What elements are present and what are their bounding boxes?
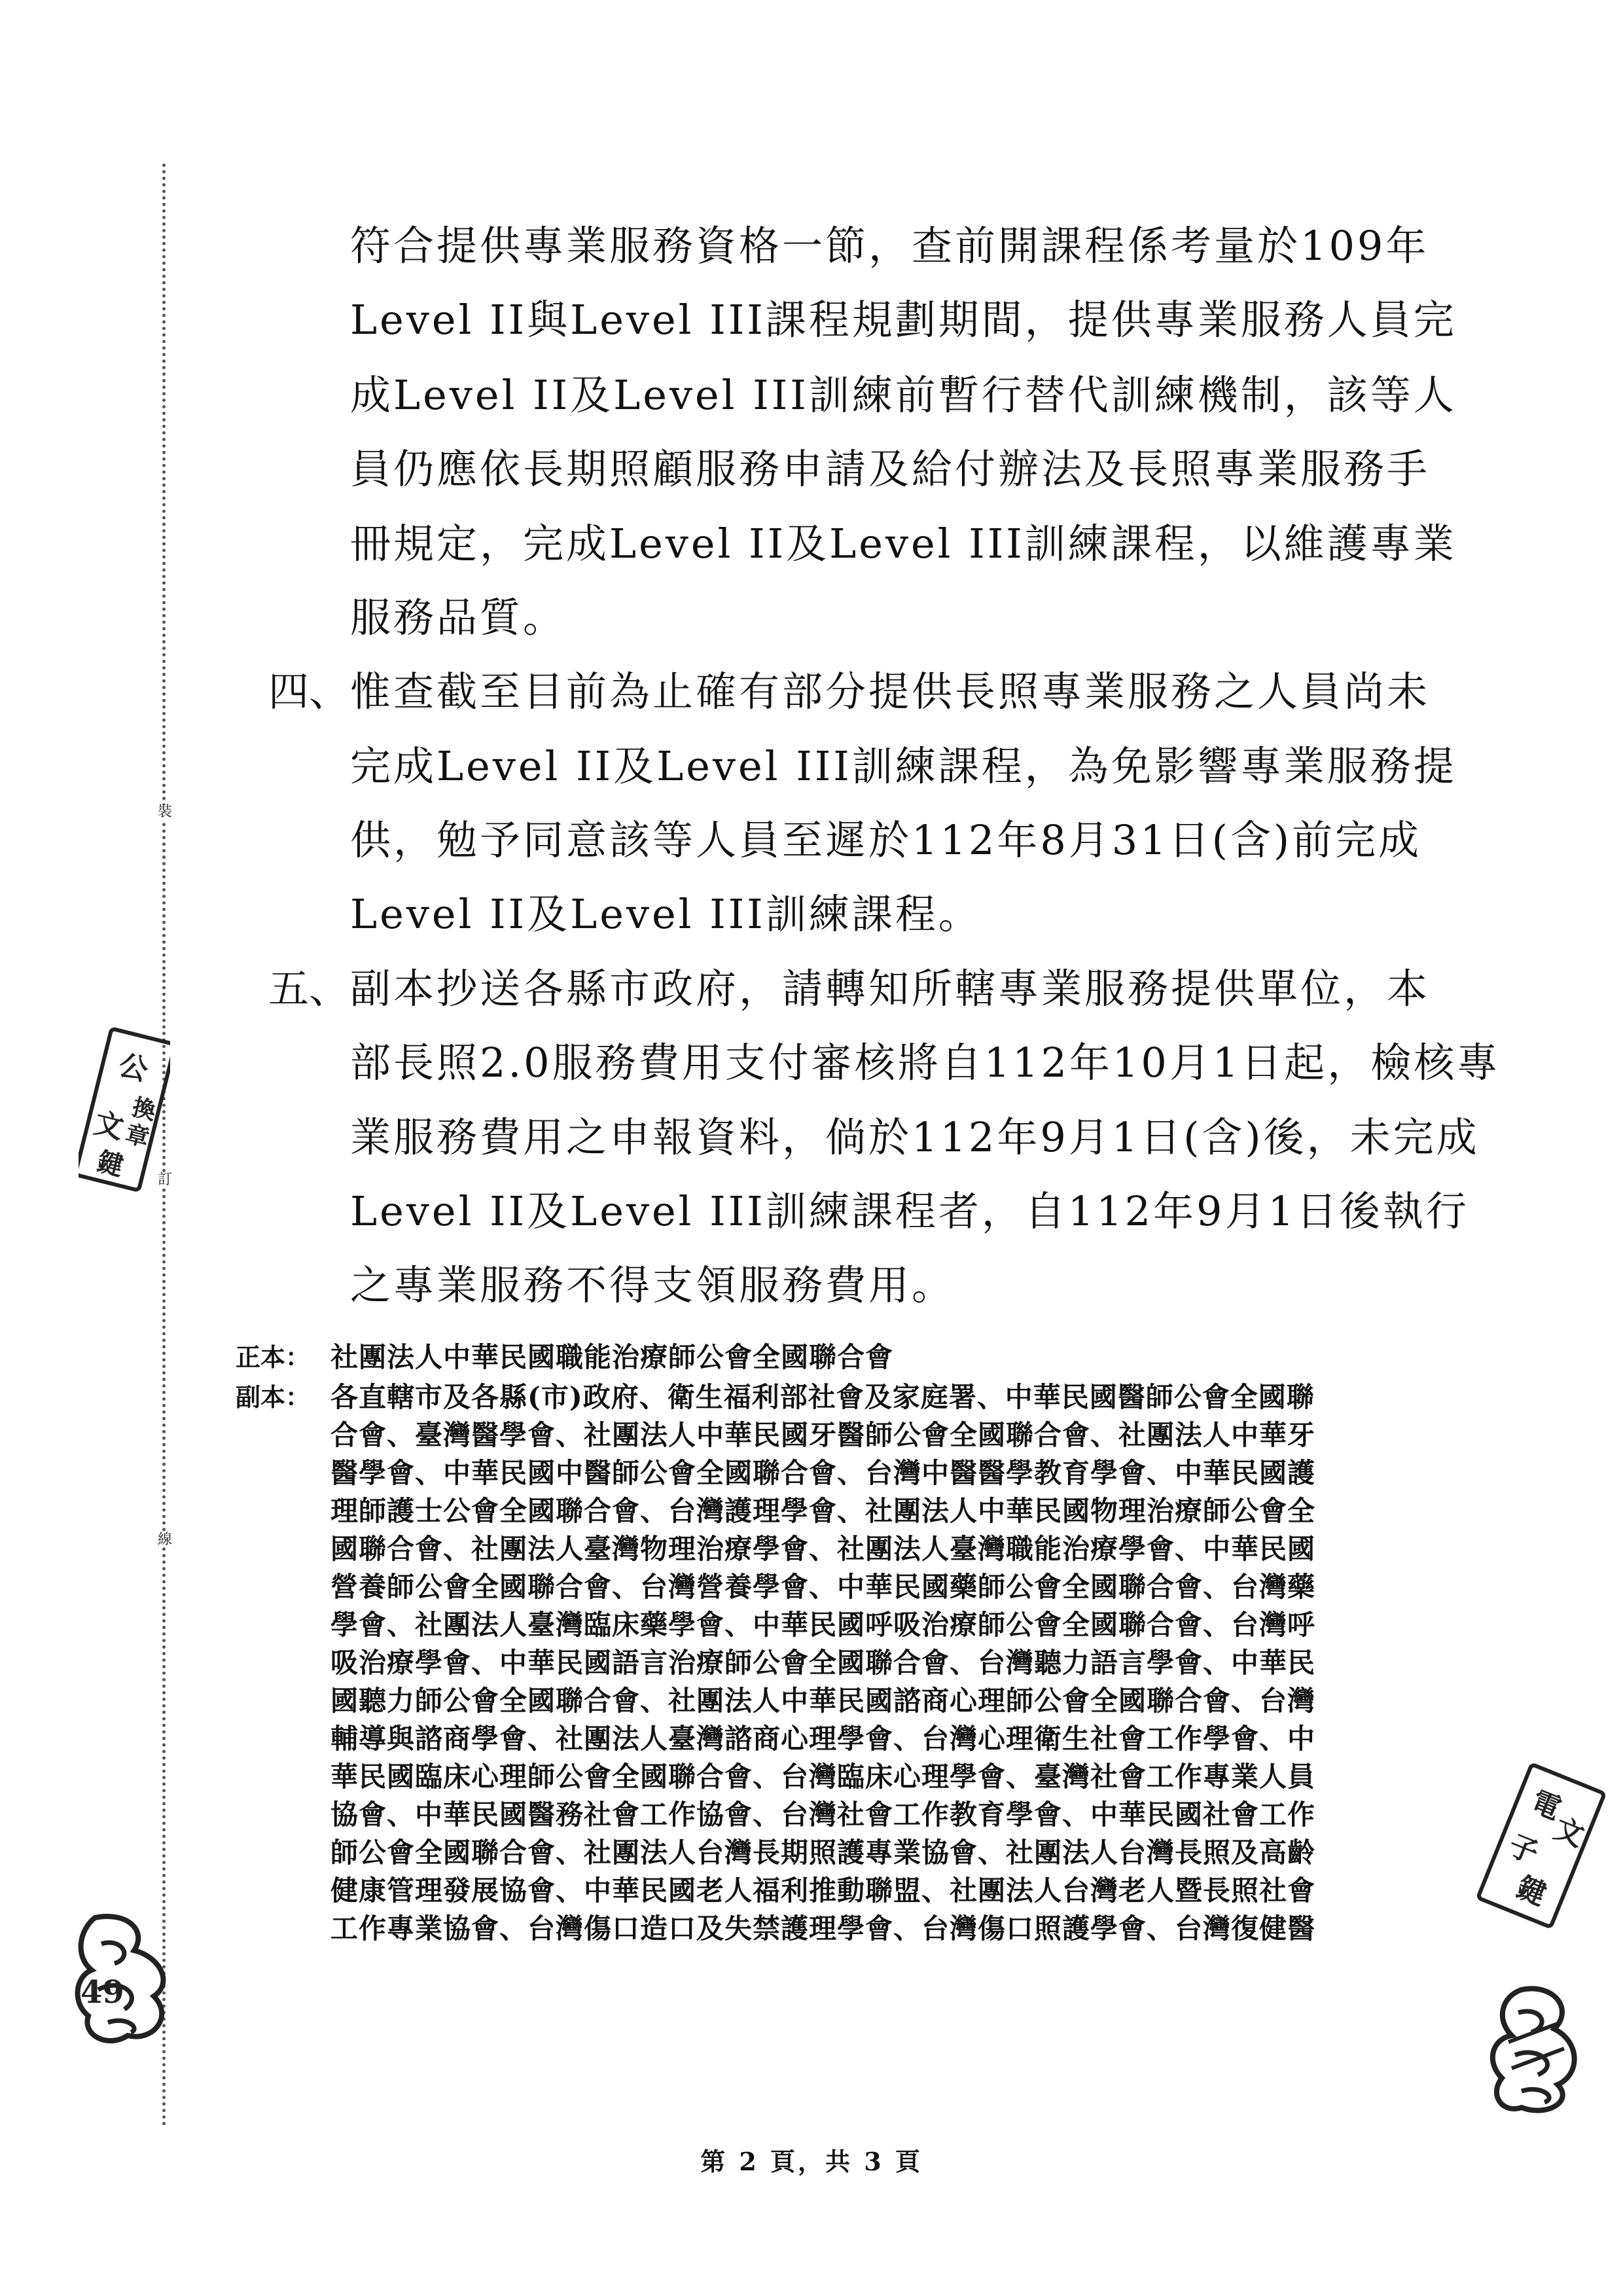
body-line: Level II及Level III訓練課程。	[350, 890, 982, 938]
svg-text:子: 子	[1503, 1828, 1543, 1871]
cc-line: 理師護士公會全國聯合會、台灣護理學會、社團法人中華民國物理治療師公會全	[330, 1495, 1316, 1527]
cc-recipient-label: 副本：	[236, 1382, 311, 1412]
cc-line: 華民國臨床心理師公會全國聯合會、台灣臨床心理學會、臺灣社會工作專業人員	[330, 1761, 1316, 1793]
body-line: 員仍應依長期照顧服務申請及給付辦法及長照專業服務手	[350, 445, 1431, 493]
main-recipient-value: 社團法人中華民國職能治療師公會全國聯合會	[330, 1341, 894, 1373]
body-line: Level II與Level III課程規劃期間，提供專業服務人員完	[350, 296, 1457, 344]
right-scribble-mark	[1482, 1977, 1594, 2121]
svg-text:49: 49	[80, 1974, 124, 2011]
cc-line: 工作專業協會、台灣傷口造口及失禁護理學會、台灣傷口照護學會、台灣復健醫	[330, 1912, 1316, 1945]
body-line: 業服務費用之申報資料，倘於112年9月1日(含)後，未完成	[350, 1113, 1480, 1161]
left-seal-stamp	[79, 1014, 170, 1211]
svg-text:文: 文	[1549, 1812, 1589, 1854]
body-line: 成Level II及Level III訓練前暫行替代訓練機制，該等人	[350, 371, 1457, 419]
item-marker-five: 五、	[268, 965, 350, 1013]
page-number-scribble-mark	[69, 1905, 187, 2055]
page-number-footer: 第 2 頁，共 3 頁	[700, 2147, 923, 2176]
body-line: 完成Level II及Level III訓練課程，為免影響專業服務提	[350, 742, 1457, 790]
cc-line: 協會、中華民國醫務社會工作協會、台灣社會工作教育學會、中華民國社會工作	[330, 1799, 1316, 1831]
body-line: Level II及Level III訓練課程者，自112年9月1日後執行	[350, 1187, 1469, 1235]
body-line: 部長照2.0服務費用支付審核將自112年10月1日起，檢核專	[350, 1039, 1501, 1086]
cc-line: 輔導與諮商學會、社團法人臺灣諮商心理學會、台灣心理衛生社會工作學會、中	[330, 1723, 1316, 1755]
body-line: 供，勉予同意該等人員至遲於112年8月31日(含)前完成	[350, 816, 1422, 864]
cc-line: 健康管理發展協會、中華民國老人福利推動聯盟、社團法人台灣老人暨長照社會	[330, 1874, 1316, 1907]
binding-char-xian: 線	[152, 1533, 178, 1547]
svg-text:鍵: 鍵	[94, 1145, 127, 1183]
svg-text:換: 換	[129, 1093, 159, 1126]
svg-text:文: 文	[90, 1106, 127, 1146]
cc-line: 營養師公會全國聯合會、台灣營養學會、中華民國藥師公會全國聯合會、台灣藥	[330, 1571, 1316, 1603]
binding-char-ding: 訂	[152, 1173, 178, 1187]
body-line: 副本抄送各縣市政府，請轉知所轄專業服務提供單位，本	[350, 965, 1431, 1013]
svg-text:公: 公	[115, 1048, 152, 1088]
cc-line: 師公會全國聯合會、社團法人台灣長期照護專業協會、社團法人台灣長照及高齡	[330, 1837, 1316, 1869]
svg-text:章: 章	[122, 1120, 152, 1153]
main-recipient-label: 正本：	[236, 1342, 311, 1372]
body-line: 服務品質。	[350, 594, 567, 641]
cc-line: 各直轄市及各縣(市)政府、衛生福利部社會及家庭署、中華民國醫師公會全國聯	[330, 1381, 1315, 1413]
cc-line: 國聯合會、社團法人臺灣物理治療學會、社團法人臺灣職能治療學會、中華民國	[330, 1533, 1316, 1565]
body-line: 冊規定，完成Level II及Level III訓練課程，以維護專業	[350, 520, 1457, 567]
binding-char-zhuang: 裝	[152, 805, 178, 819]
cc-line: 國聽力師公會全國聯合會、社團法人中華民國諮商心理師公會全國聯合會、台灣	[330, 1685, 1316, 1717]
body-line: 惟查截至目前為止確有部分提供長照專業服務之人員尚未	[350, 668, 1431, 715]
cc-line: 醫學會、中華民國中醫師公會全國聯合會、台灣中醫醫學教育學會、中華民國護	[330, 1457, 1316, 1489]
cc-line: 學會、社團法人臺灣臨床藥學會、中華民國呼吸治療師公會全國聯合會、台灣呼	[330, 1609, 1316, 1641]
body-line: 之專業服務不得支領服務費用。	[350, 1261, 955, 1309]
body-line: 符合提供專業服務資格一節，查前開課程係考量於109年	[350, 222, 1429, 270]
right-seal-stamp	[1476, 1761, 1607, 1931]
cc-line: 合會、臺灣醫學會、社團法人中華民國牙醫師公會全國聯合會、社團法人中華牙	[330, 1419, 1316, 1451]
cc-line: 吸治療學會、中華民國語言治療師公會全國聯合會、台灣聽力語言學會、中華民	[330, 1647, 1316, 1679]
svg-text:電: 電	[1526, 1784, 1566, 1827]
svg-text:鍵: 鍵	[1511, 1870, 1551, 1912]
item-marker-four: 四、	[268, 668, 350, 715]
